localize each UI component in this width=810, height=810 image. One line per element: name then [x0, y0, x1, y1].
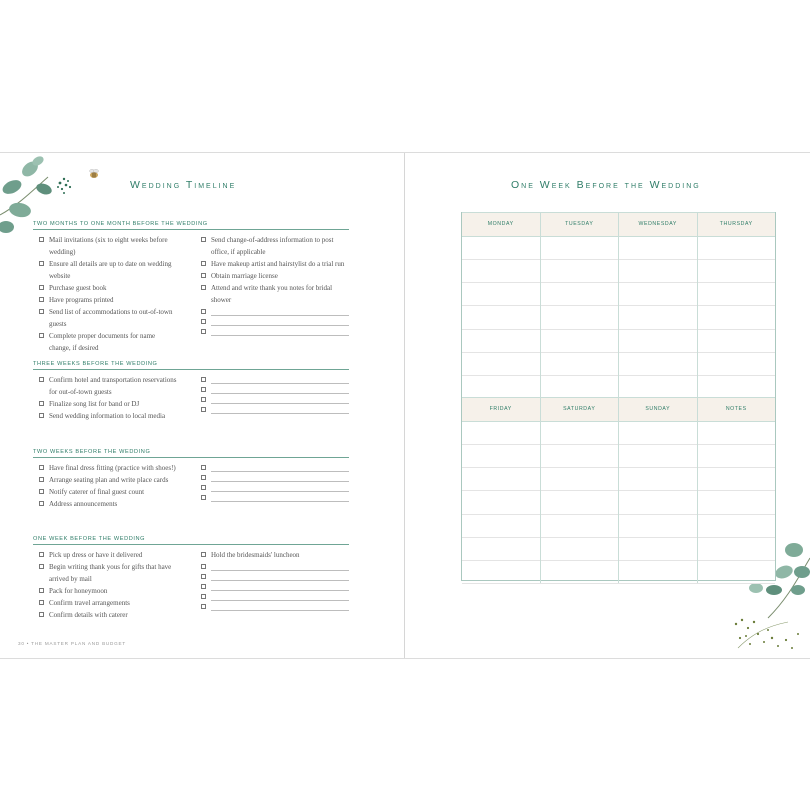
checklist-item	[39, 486, 189, 498]
checklist-item	[39, 474, 189, 486]
checkbox[interactable]	[201, 387, 206, 392]
section-heading: ONE WEEK BEFORE THE WEDDING	[33, 536, 349, 545]
day-header-tuesday: TUESDAY	[541, 213, 620, 236]
checklist-item-text: Hold the bridesmaids' luncheon	[211, 551, 300, 559]
write-in-line[interactable]	[211, 374, 349, 384]
eucalyptus-branch-icon	[0, 155, 80, 245]
checkbox[interactable]	[39, 297, 44, 302]
checkbox[interactable]	[39, 413, 44, 418]
checkbox[interactable]	[201, 261, 206, 266]
checklist-item-text: Notify caterer of final guest count	[49, 488, 145, 496]
calendar-cell[interactable]	[541, 282, 620, 305]
checklist-column	[201, 549, 351, 611]
calendar-cell[interactable]	[462, 490, 541, 513]
section-heading: THREE WEEKS BEFORE THE WEDDING	[33, 361, 349, 370]
calendar-line-row	[462, 560, 775, 584]
checklist-item-text: Mail invitations (six to eight weeks before wedding)	[49, 236, 168, 256]
checklist-item	[39, 410, 189, 422]
checkbox[interactable]	[201, 564, 206, 569]
checklist-column	[39, 234, 189, 354]
checklist-item-text: Have makeup artist and hairstylist do a trial run	[211, 260, 345, 268]
calendar-cell[interactable]	[541, 514, 620, 537]
checkbox[interactable]	[201, 329, 206, 334]
calendar-header-row-1	[462, 212, 775, 237]
day-header-monday: MONDAY	[462, 213, 541, 236]
day-header-thursday: THURSDAY	[719, 221, 753, 227]
checklist-column	[201, 234, 351, 336]
checklist-item-text: Pick up dress or have it delivered	[49, 551, 143, 559]
checkbox[interactable]	[201, 574, 206, 579]
checklist-item-text: Send list of accommodations to out-of-town	[49, 308, 173, 316]
checkbox[interactable]	[201, 584, 206, 589]
checklist-item	[39, 294, 189, 306]
write-in-line[interactable]	[211, 561, 349, 571]
write-in-line[interactable]	[211, 482, 349, 492]
calendar-cell[interactable]	[619, 236, 698, 259]
blank-checklist-item	[201, 316, 351, 326]
checklist-item-text: website	[49, 272, 71, 280]
checklist-item-text: Confirm hotel and transportation reservations	[49, 376, 177, 384]
blank-checklist-item	[201, 482, 351, 492]
checklist-item-text: office, if applicable	[211, 248, 266, 256]
blank-checklist-item	[201, 591, 351, 601]
calendar-line-row	[462, 514, 775, 538]
day-header-sunday: SUNDAY	[619, 398, 698, 421]
calendar-cell[interactable]	[698, 352, 776, 375]
checklist-item-text: Attend and write thank you notes for bridal	[211, 284, 333, 292]
checklist-item-text: guests	[49, 320, 67, 328]
checklist-item-text: Confirm travel arrangements	[49, 599, 130, 607]
calendar-line-row	[462, 305, 775, 329]
blank-checklist-item	[201, 601, 351, 611]
checkbox[interactable]	[39, 477, 44, 482]
checklist-item	[39, 498, 189, 510]
calendar-cell[interactable]	[698, 421, 776, 444]
checkbox[interactable]	[201, 594, 206, 599]
checklist-column	[39, 462, 189, 510]
calendar-line-row	[462, 537, 775, 561]
calendar-line-row	[462, 467, 775, 491]
checklist-column	[201, 374, 351, 414]
checkbox[interactable]	[39, 401, 44, 406]
calendar-cell[interactable]	[698, 560, 776, 583]
calendar-cell[interactable]	[698, 514, 776, 537]
checkbox[interactable]	[39, 309, 44, 314]
calendar-cell[interactable]	[462, 329, 541, 352]
calendar-cell[interactable]	[541, 305, 620, 328]
calendar-cell[interactable]	[619, 282, 698, 305]
checklist-column	[39, 374, 189, 422]
blank-checklist-item	[201, 374, 351, 384]
blank-checklist-item	[201, 462, 351, 472]
calendar-cell[interactable]	[619, 444, 698, 467]
checkbox[interactable]	[201, 319, 206, 324]
calendar-cell[interactable]	[698, 375, 776, 398]
calendar-cell[interactable]	[698, 537, 776, 560]
checklist-item-text: Purchase guest book	[49, 284, 107, 292]
blank-checklist-item	[201, 404, 351, 414]
write-in-line[interactable]	[211, 326, 349, 336]
calendar-cell[interactable]	[462, 282, 541, 305]
page-title-left: Wedding Timeline	[130, 179, 237, 191]
checklist-item-text: Obtain marriage license	[211, 272, 278, 280]
checklist-item	[39, 609, 189, 621]
checklist-item-text: shower	[211, 296, 232, 304]
calendar-cell[interactable]	[541, 352, 620, 375]
blank-checklist-item	[201, 561, 351, 571]
write-in-line[interactable]	[211, 394, 349, 404]
section-heading: TWO MONTHS TO ONE MONTH BEFORE THE WEDDING	[33, 221, 349, 230]
checkbox[interactable]	[39, 377, 44, 382]
write-in-line[interactable]	[211, 384, 349, 394]
checkbox[interactable]	[39, 501, 44, 506]
checklist-item	[39, 330, 189, 354]
calendar-line-row	[462, 444, 775, 468]
calendar-cell[interactable]	[619, 421, 698, 444]
calendar-cell[interactable]	[698, 490, 776, 513]
calendar-cell[interactable]	[462, 444, 541, 467]
calendar-cell[interactable]	[541, 236, 620, 259]
write-in-line[interactable]	[211, 601, 349, 611]
section-heading: TWO WEEKS BEFORE THE WEDDING	[33, 449, 349, 458]
checkbox[interactable]	[39, 465, 44, 470]
calendar-cell[interactable]	[698, 282, 776, 305]
checklist-item-text: for out-of-town guests	[49, 388, 112, 396]
calendar-cell[interactable]	[541, 537, 620, 560]
calendar-cell[interactable]	[619, 490, 698, 513]
calendar-cell[interactable]	[462, 259, 541, 282]
checkbox[interactable]	[201, 397, 206, 402]
weekly-calendar	[461, 212, 776, 581]
blank-checklist-item	[201, 472, 351, 482]
checklist-item	[39, 306, 189, 330]
calendar-cell[interactable]	[541, 375, 620, 398]
checkbox[interactable]	[39, 612, 44, 617]
checklist-column	[201, 462, 351, 502]
checklist-item	[201, 270, 351, 282]
calendar-cell[interactable]	[698, 467, 776, 490]
checklist-item-text: Send wedding information to local media	[49, 412, 166, 420]
blank-checklist-item	[201, 306, 351, 316]
calendar-cell[interactable]	[541, 467, 620, 490]
calendar-cell[interactable]	[541, 560, 620, 583]
checklist-item	[39, 549, 189, 561]
blank-checklist-item	[201, 394, 351, 404]
calendar-cell[interactable]	[619, 305, 698, 328]
write-in-line[interactable]	[211, 472, 349, 482]
write-in-line[interactable]	[211, 462, 349, 472]
checkbox[interactable]	[39, 552, 44, 557]
checkbox[interactable]	[39, 564, 44, 569]
blank-checklist-item	[201, 384, 351, 394]
calendar-cell[interactable]	[541, 259, 620, 282]
calendar-cell[interactable]	[619, 467, 698, 490]
checklist-item-text: Ensure all details are up to date on wedding	[49, 260, 172, 268]
checklist-item	[39, 282, 189, 294]
page-title-right: One Week Before the Wedding	[511, 179, 701, 191]
calendar-cell[interactable]	[698, 236, 776, 259]
calendar-line-row	[462, 282, 775, 306]
calendar-line-row	[462, 375, 775, 399]
checkbox[interactable]	[39, 600, 44, 605]
checkbox[interactable]	[201, 485, 206, 490]
checklist-column	[39, 549, 189, 621]
calendar-cell[interactable]	[462, 514, 541, 537]
page-footer: 30 • THE MASTER PLAN AND BUDGET	[18, 641, 127, 646]
calendar-line-row	[462, 490, 775, 514]
write-in-line[interactable]	[211, 581, 349, 591]
calendar-cell[interactable]	[619, 537, 698, 560]
checklist-item	[39, 398, 189, 410]
calendar-cell[interactable]	[541, 490, 620, 513]
calendar-cell[interactable]	[462, 305, 541, 328]
calendar-cell[interactable]	[619, 375, 698, 398]
write-in-line[interactable]	[211, 306, 349, 316]
write-in-line[interactable]	[211, 591, 349, 601]
day-header-notes: NOTES	[725, 406, 747, 412]
calendar-cell[interactable]	[541, 329, 620, 352]
checkbox[interactable]	[201, 237, 206, 242]
calendar-cell[interactable]	[462, 537, 541, 560]
checklist-item	[39, 561, 189, 585]
checkbox[interactable]	[39, 261, 44, 266]
checkbox[interactable]	[201, 495, 206, 500]
calendar-cell[interactable]	[698, 259, 776, 282]
blank-checklist-item	[201, 581, 351, 591]
calendar-cell[interactable]	[698, 329, 776, 352]
checkbox[interactable]	[39, 333, 44, 338]
checklist-item-text: Begin writing thank yous for gifts that have	[49, 563, 172, 571]
checklist-item	[39, 585, 189, 597]
write-in-line[interactable]	[211, 571, 349, 581]
calendar-cell[interactable]	[462, 236, 541, 259]
checklist-item	[39, 374, 189, 398]
calendar-cell[interactable]	[698, 305, 776, 328]
calendar-cell[interactable]	[619, 352, 698, 375]
checklist-item	[201, 234, 351, 258]
checkbox[interactable]	[39, 588, 44, 593]
calendar-cell[interactable]	[462, 352, 541, 375]
blank-checklist-item	[201, 571, 351, 581]
calendar-cell[interactable]	[619, 560, 698, 583]
day-header-wednesday: WEDNESDAY	[619, 213, 698, 236]
bee-icon	[87, 168, 101, 180]
calendar-line-row	[462, 329, 775, 353]
blank-checklist-item	[201, 326, 351, 336]
checkbox[interactable]	[201, 465, 206, 470]
calendar-line-row	[462, 259, 775, 283]
calendar-cell[interactable]	[462, 467, 541, 490]
write-in-line[interactable]	[211, 492, 349, 502]
day-header-saturday: SATURDAY	[541, 398, 620, 421]
write-in-line[interactable]	[211, 404, 349, 414]
checklist-item-text: Have programs printed	[49, 296, 114, 304]
checklist-item-text: Have final dress fitting (practice with shoes!)	[49, 464, 176, 472]
checklist-item	[39, 234, 189, 258]
checklist-item-text: Complete proper documents for name	[49, 332, 156, 340]
checklist-item-text: Confirm details with caterer	[49, 611, 128, 619]
calendar-cell[interactable]	[541, 444, 620, 467]
checkbox[interactable]	[39, 489, 44, 494]
write-in-line[interactable]	[211, 316, 349, 326]
page-gutter	[404, 153, 405, 658]
calendar-line-row	[462, 421, 775, 445]
checkbox[interactable]	[201, 273, 206, 278]
calendar-line-row	[462, 352, 775, 376]
calendar-cell[interactable]	[619, 329, 698, 352]
checkbox[interactable]	[39, 237, 44, 242]
calendar-cell[interactable]	[619, 514, 698, 537]
checklist-item	[39, 597, 189, 609]
checklist-item-text: Pack for honeymoon	[49, 587, 108, 595]
checkbox[interactable]	[201, 475, 206, 480]
calendar-cell[interactable]	[619, 259, 698, 282]
calendar-cell[interactable]	[462, 421, 541, 444]
day-header-friday: FRIDAY	[462, 398, 541, 421]
checklist-item-text: Address announcements	[49, 500, 118, 508]
checklist-item	[39, 462, 189, 474]
checkbox[interactable]	[201, 552, 206, 557]
calendar-cell[interactable]	[462, 375, 541, 398]
checklist-item-text: Send change-of-address information to post	[211, 236, 334, 244]
checklist-item-text: arrived by mail	[49, 575, 92, 583]
checkbox[interactable]	[201, 285, 206, 290]
checklist-item	[201, 282, 351, 306]
checkbox[interactable]	[201, 407, 206, 412]
checklist-item-text: Arrange seating plan and write place cards	[49, 476, 169, 484]
checklist-item-text: change, if desired	[49, 344, 99, 352]
checklist-item	[201, 258, 351, 270]
checklist-item-text: Finalize song list for band or DJ	[49, 400, 140, 408]
checkbox[interactable]	[201, 309, 206, 314]
blank-checklist-item	[201, 492, 351, 502]
calendar-line-row	[462, 236, 775, 260]
calendar-cell[interactable]	[541, 421, 620, 444]
checkbox[interactable]	[201, 377, 206, 382]
checkbox[interactable]	[39, 285, 44, 290]
calendar-cell[interactable]	[462, 560, 541, 583]
calendar-header-row-2	[462, 397, 775, 422]
checkbox[interactable]	[201, 604, 206, 609]
calendar-cell[interactable]	[698, 444, 776, 467]
checklist-item	[201, 549, 351, 561]
checklist-item	[39, 258, 189, 282]
